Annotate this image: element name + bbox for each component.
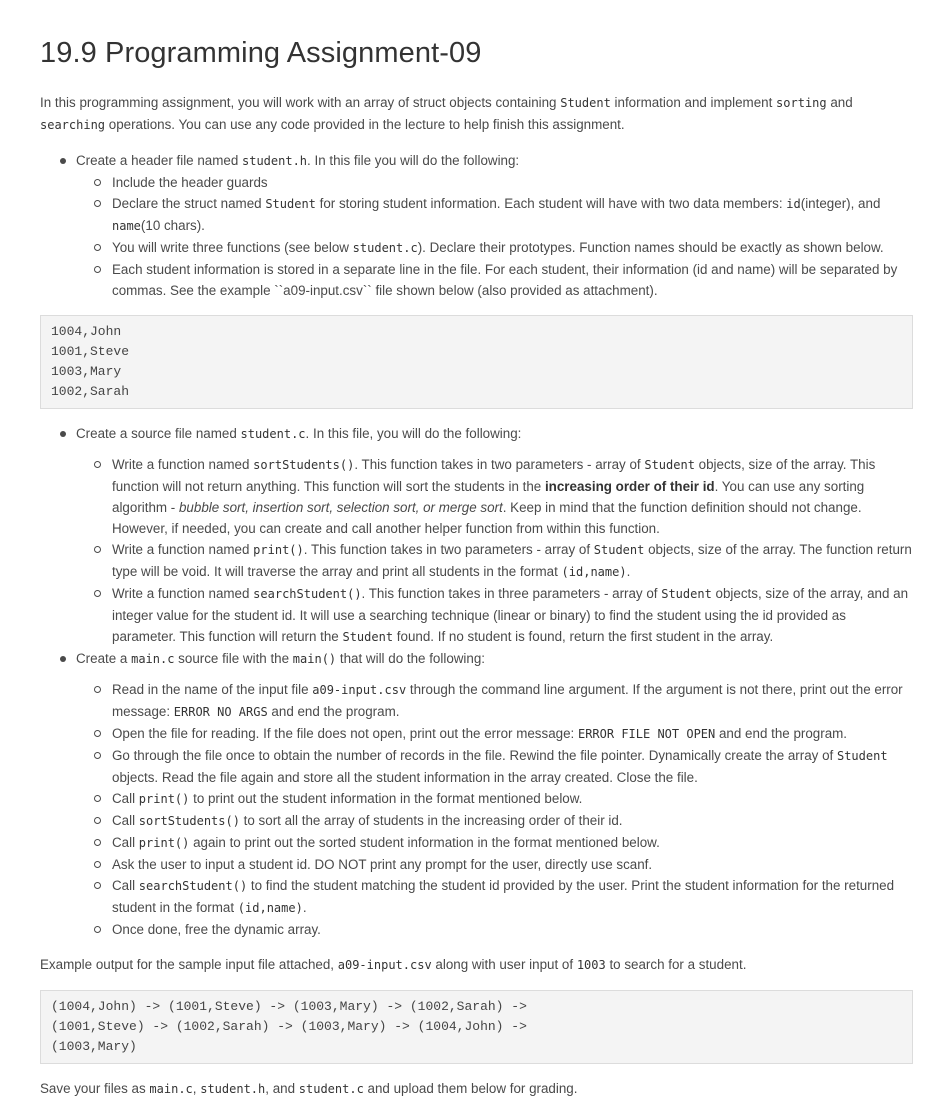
example-output-paragraph: Example output for the sample input file attached, a09-input.csv along with user input of 1003 to search for a student.	[40, 957, 747, 972]
main-file-subitems	[76, 679, 913, 940]
header-file-subitems	[76, 172, 913, 301]
prototypes-item: You will write three functions (see below student.c). Declare their prototypes. Function names should be exactly as shown below.	[76, 237, 913, 259]
source-main-list	[40, 423, 913, 940]
header-guards-item: Include the header guards	[76, 172, 913, 193]
csv-format-item: Each student information is stored in a separate line in the file. For each student, their information (id and name) will be separated by commas. See the example ``a09-input.csv`` file shown below (also provided as attachment).	[76, 259, 913, 301]
csv-example-codebox	[40, 315, 913, 409]
ask-user-item: Ask the user to input a student id. DO NOT print any prompt for the user, directly use scanf.	[76, 854, 913, 875]
header-file-list	[40, 150, 913, 301]
call-sort-item: Call sortStudents() to sort all the array of students in the increasing order of their id.	[76, 810, 913, 832]
count-records-item: Go through the file once to obtain the number of records in the file. Rewind the file pointer. Dynamically create the array of Student objects. Read the file again and store all the student information in the array created. Close the file.	[76, 745, 913, 788]
call-print-again-item: Call print() again to print out the sorted student information in the format mentioned below.	[76, 832, 913, 854]
output-line: (1003,Mary)	[51, 1039, 137, 1054]
footer-paragraph: Save your files as main.c, student.h, and student.c and upload them below for grading.	[40, 1081, 578, 1096]
free-array-item: Once done, free the dynamic array.	[76, 919, 913, 940]
csv-line: 1001,Steve	[51, 344, 130, 359]
header-file-item: Create a header file named student.h. In this file you will do the following: Include the header guards Declare the struct named Student for storing student information. Each student will have with two data members: id(integer), and name(10 chars). You will write three functions (see below student.c). Declare their prototypes. Function names should be exactly as shown below. Each student information is stored in a separate line in the file. For each student, their information (id and name) will be separated by commas. See the example ``a09-input.csv`` file shown below (also provided as attachment).	[40, 150, 913, 301]
output-example-codebox	[40, 990, 913, 1064]
print-function-item: Write a function named print(). This function takes in two parameters - array of Student objects, size of the array. The function return type will be void. It will traverse the array and print all students in the format (id,name).	[76, 539, 913, 583]
open-file-item: Open the file for reading. If the file does not open, print out the error message: ERROR FILE NOT OPEN and end the program.	[76, 723, 913, 745]
struct-declaration-item: Declare the struct named Student for storing student information. Each student will have with two data members: id(integer), and name(10 chars).	[76, 193, 913, 237]
page-title: 19.9 Programming Assignment-09	[40, 37, 482, 69]
source-file-item: Create a source file named student.c. In this file, you will do the following: Write a function named sortStudents(). This function takes in two parameters - array of Student objects, size of the array. This function will not return anything. This function will sort the students in the increasing order of their id. You can use any sorting algorithm - bubble sort, insertion sort, selection sort, or merge sort. Keep in mind that the function definition should not change. However, if needed, you can create and call another helper function from within this function. Write a function named print(). This function takes in two parameters - array of Student objects, size of the array. The function return type will be void. It will traverse the array and print all students in the format (id,name). Write a function named searchStudent(). This function takes in three parameters - array of Student objects, size of the array, and an integer value for the student id. It will use a searching technique (linear or binary) to find the student using the id provided as parameter. This function will return the Student found. If no student is found, return the first student in the array.	[40, 423, 913, 648]
source-file-subitems	[76, 454, 913, 648]
call-print-item: Call print() to print out the student information in the format mentioned below.	[76, 788, 913, 810]
read-input-item: Read in the name of the input file a09-input.csv through the command line argument. If the argument is not there, print out the error message: ERROR NO ARGS and end the program.	[76, 679, 913, 723]
output-line: (1004,John) -> (1001,Steve) -> (1003,Mary) -> (1002,Sarah) ->	[51, 999, 527, 1014]
csv-line: 1004,John	[51, 324, 122, 339]
search-student-item: Write a function named searchStudent(). This function takes in three parameters - array of Student objects, size of the array, and an integer value for the student id. It will use a searching technique (linear or binary) to find the student using the id provided as parameter. This function will return the Student found. If no student is found, return the first student in the array.	[76, 583, 913, 648]
intro-paragraph: In this programming assignment, you will work with an array of struct objects containing Student information and implement sorting and searching operations. You can use any code provided in the lecture to help finish this assignment.	[40, 95, 853, 132]
sort-students-item: Write a function named sortStudents(). This function takes in two parameters - array of Student objects, size of the array. This function will not return anything. This function will sort the students in the increasing order of their id. You can use any sorting algorithm - bubble sort, insertion sort, selection sort, or merge sort. Keep in mind that the function definition should not change. However, if needed, you can create and call another helper function from within this function.	[76, 454, 913, 539]
csv-line: 1003,Mary	[51, 364, 122, 379]
call-search-item: Call searchStudent() to find the student matching the student id provided by the user. Print the student information for the returned student in the format (id,name).	[76, 875, 913, 919]
main-file-item: Create a main.c source file with the main() that will do the following: Read in the name of the input file a09-input.csv through the command line argument. If the argument is not there, print out the error message: ERROR NO ARGS and end the program. Open the file for reading. If the file does not open, print out the error message: ERROR FILE NOT OPEN and end the program. Go through the file once to obtain the number of records in the file. Rewind the file pointer. Dynamically create the array of Student objects. Read the file again and store all the student information in the array created. Close the file. Call print() to print out the student information in the format mentioned below. Call sortStudents() to sort all the array of students in the increasing order of their id. Call print() again to print out the sorted student information in the format mentioned below. Ask the user to input a student id. DO NOT print any prompt for the user, directly use scanf. Call searchStudent() to find the student matching the student id provided by the user. Print the student information for the returned student in the format (id,name). Once done, free the dynamic array.	[40, 648, 913, 940]
output-line: (1001,Steve) -> (1002,Sarah) -> (1003,Mary) -> (1004,John) ->	[51, 1019, 527, 1034]
csv-line: 1002,Sarah	[51, 384, 130, 399]
